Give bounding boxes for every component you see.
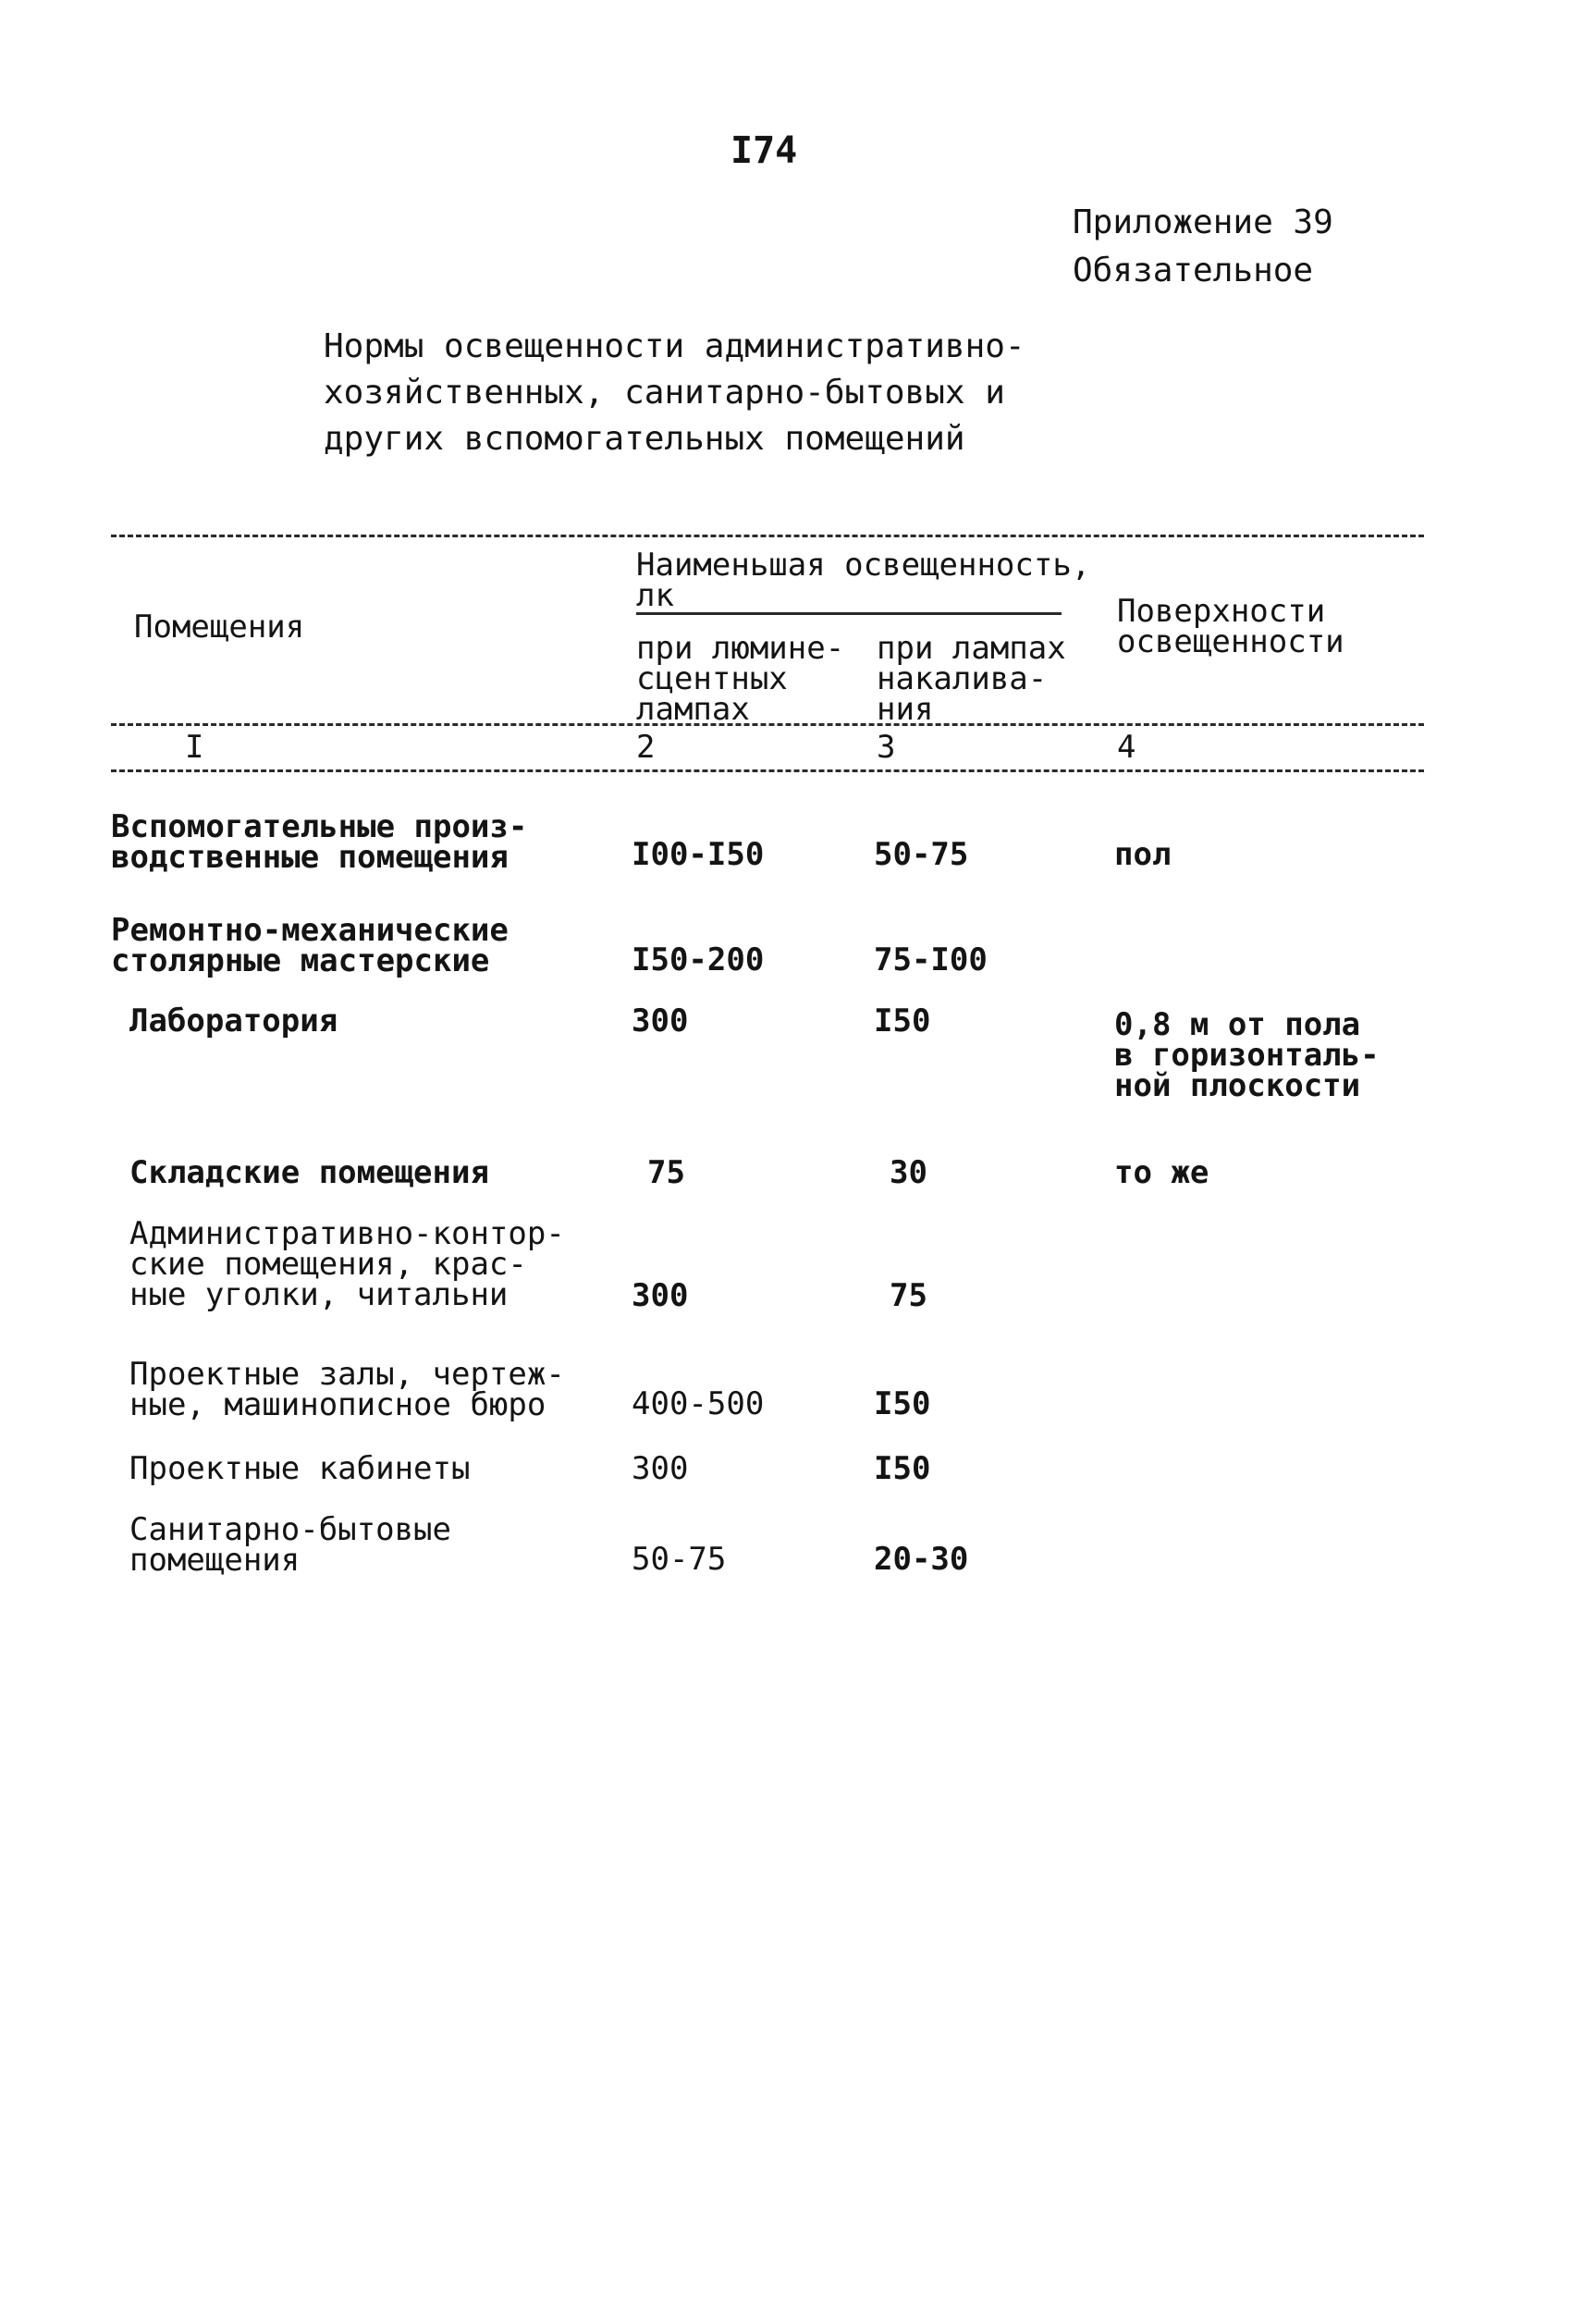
incandescent-value: 20-30	[874, 1541, 969, 1578]
incandescent-value: I50	[874, 1450, 931, 1487]
column-number-1: I	[185, 729, 204, 766]
surface-value: пол	[1114, 836, 1172, 873]
room-name: Санитарно-бытовые помещения	[129, 1511, 451, 1579]
header-incandescent: при лампах накалива- ния	[877, 630, 1066, 728]
incandescent-value: 75	[890, 1277, 927, 1314]
room-name: Административно-контор- ские помещения, крас- ные уголки, читальни	[129, 1215, 565, 1313]
header-fluorescent: при люмине- сцентных лампах	[636, 630, 845, 728]
room-name: Лаборатория	[129, 1003, 338, 1040]
appendix-number: Приложение 39	[1073, 203, 1333, 241]
fluorescent-value: 300	[632, 1450, 689, 1487]
header-bottom-rule	[111, 723, 1424, 726]
appendix-label	[1073, 199, 1333, 295]
fluorescent-value: I00-I50	[632, 836, 765, 873]
surface-value: 0,8 м от пола в горизонталь- ной плоскости	[1114, 1006, 1380, 1104]
header-rooms: Помещения	[134, 609, 305, 646]
incandescent-value: 30	[890, 1154, 927, 1191]
room-name: Ремонтно-механические столярные мастерские	[111, 912, 509, 979]
column-number-2: 2	[636, 729, 656, 766]
incandescent-value: I50	[874, 1003, 931, 1040]
fluorescent-value: 400-500	[632, 1385, 765, 1422]
room-name: Проектные кабинеты	[129, 1450, 471, 1487]
header-min-illumination: Наименьшая освещенность, лк	[636, 547, 1091, 614]
appendix-status: Обязательное	[1073, 252, 1314, 289]
document-title: Нормы освещенности административно- хозяйственных, санитарно-бытовых и других вспомогательных помещений	[324, 327, 1025, 458]
numbering-bottom-rule	[111, 769, 1424, 772]
fluorescent-value: 300	[632, 1277, 689, 1314]
incandescent-value: I50	[874, 1385, 931, 1422]
header-group-underline	[636, 612, 1062, 615]
surface-value: то же	[1114, 1154, 1209, 1191]
room-name: Складские помещения	[129, 1154, 489, 1191]
room-name: Вспомогательные произ- водственные помещения	[111, 808, 528, 876]
column-number-3: 3	[877, 729, 896, 766]
incandescent-value: 50-75	[874, 836, 969, 873]
fluorescent-value: 300	[632, 1003, 689, 1040]
table-top-rule	[111, 535, 1424, 537]
fluorescent-value: I50-200	[632, 941, 765, 978]
incandescent-value: 75-I00	[874, 941, 988, 978]
fluorescent-value: 50-75	[632, 1541, 727, 1578]
column-number-4: 4	[1117, 729, 1136, 766]
header-surface: Поверхности освещенности	[1117, 593, 1344, 660]
fluorescent-value: 75	[647, 1154, 685, 1191]
room-name: Проектные залы, чертеж- ные, машинописное бюро	[129, 1356, 565, 1423]
page-number: I74	[730, 129, 798, 172]
